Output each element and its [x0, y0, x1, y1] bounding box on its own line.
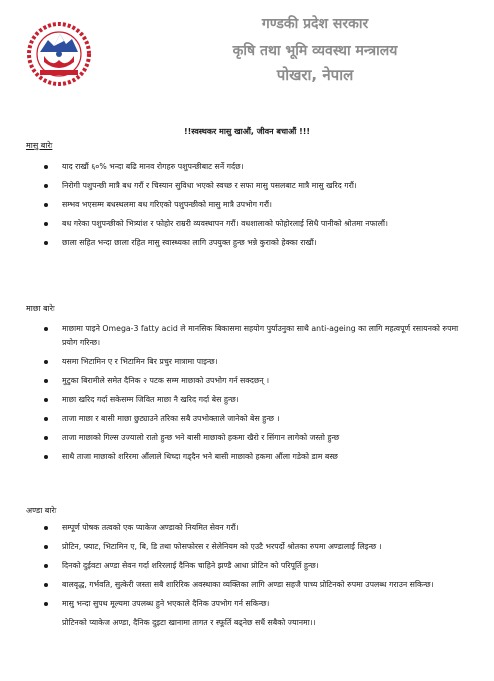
- list-item: बालवृद्ध, गर्भवति, सुत्केरी जस्ता सबै शारिरिक अवस्थाका व्यक्तिका लागि अण्डा सहजै पाच्य प्रोटिनको रुपमा उपलब्ध गराउन सकिन्छ।: [0, 578, 470, 592]
- header-line-ministry-name: कृषि तथा भूमि व्यवस्था मन्त्रालय: [232, 43, 398, 59]
- header-line-location: पोखरा, नेपाल: [276, 66, 354, 84]
- list-item: प्रोटिन, फ्याट, भिटामिन ए, बि, डि तथा फोसफोरस र सेलेनियम को एउटै भरपर्दो श्रोतका रुपमा अण्डालाई लिइन्छ ।: [0, 540, 470, 554]
- list-egg: [0, 521, 470, 630]
- section-heading-egg: अण्डा बारेः: [26, 506, 57, 515]
- list-item: बध गरेका पशुपन्छीको भित्र्यांश र फोहोर राम्ररी व्यवस्थापन गरौं। वधशालाको फोहोरलाई सिधै पानीको श्रोतमा नफालौं।: [0, 217, 470, 231]
- list-item: मुटुका बिरामीले समेत दैनिक २ पटक सम्म माछाको उपभोग गर्न सक्दछन् ।: [0, 374, 470, 388]
- list-item: ताजा माछा र बासी माछा छुट्याउने तरिका सबै उपभोक्ताले जानेको बेस हुन्छ ।: [0, 412, 470, 426]
- list-item: साथै ताजा माछाको शरिरमा औंलाले थिच्दा गड्दैन भने बासी माछाको हकमा औंला गडेको डाम बस्छ: [0, 450, 470, 464]
- header-line-ministry-govt: गण्डकी प्रदेश सरकार: [261, 16, 369, 32]
- closing-verse: प्रोटिनको प्याकेज अण्डा, दैनिक दुइटा खानामा तागत र स्फूर्ति बढ्नेछ सधैं सबैको ज्यानमा।।: [62, 618, 316, 627]
- list-item: दिनको दुईवटा अण्डा सेवन गर्दा शरिरलाई दैनिक चाहिने झण्डै आधा प्रोटिन को परिपूर्ति हुन्छ।: [0, 559, 470, 573]
- list-fish: [0, 322, 470, 469]
- list-item: यसमा भिटामिन ए र भिटामिन बिर प्रचुर मात्रामा पाइन्छ।: [0, 355, 470, 369]
- list-item: ताजा माछाको गिल्स उज्यालो रातो हुन्छ भने बासी माछाको हकमा खैरो र सिंगान लागेको जस्तो हुन्छ: [0, 431, 470, 445]
- list-item: सम्भव भएसम्म बधस्थलमा बध गरिएको पशुपन्छीको मासु मात्रै उपभोग गरौं।: [0, 198, 470, 212]
- list-item: छाला सहित भन्दा छाला रहित मासु स्वास्थ्यका लागि उपयुक्त हुन्छ भन्ने कुराको हेक्का राखौं।: [0, 236, 470, 250]
- list-item: मासु भन्दा सुपथ मूल्यमा उपलब्ध हुने भएकाले दैनिक उपभोग गर्न सकिन्छ।: [0, 597, 470, 611]
- government-emblem-icon: [26, 22, 92, 86]
- list-item: निरोगी पशुपन्छी मात्रै बध गरौं र चिस्यान सुविधा भएको स्वच्छ र सफा मासु पसलबाट मात्रै मासु खरिद गरौं।: [0, 179, 470, 193]
- section-heading-meat: मासु बारेः: [26, 141, 53, 150]
- list-meat: [0, 160, 470, 255]
- section-heading-fish: माछा बारेः: [26, 304, 55, 313]
- list-item: याद राखौं ६०% भन्दा बढि मानव रोगहरु पशुपन्छीबाट सर्ने गर्दछ।: [0, 160, 470, 174]
- slogan: !!स्वस्थकर मासु खाऔं, जीवन बचाऔं !!!: [183, 127, 311, 136]
- list-item: माछामा पाइने Omega-3 fatty acid ले मानसिक बिकासमा सहयोग पुर्याउनुका साथै anti-ageing का लागि महत्वपूर्ण रसायनको रुपमा प्रयोग गरिन्छ।: [0, 322, 470, 350]
- list-item: सम्पूर्ण पोषक तत्वको एक प्याकेज अण्डाको नियमित सेवन गरौं।: [0, 521, 470, 535]
- list-item: माछा खरिद गर्दा सकेसम्म जिवित माछा नै खरिद गर्दा बेस हुन्छ।: [0, 393, 470, 407]
